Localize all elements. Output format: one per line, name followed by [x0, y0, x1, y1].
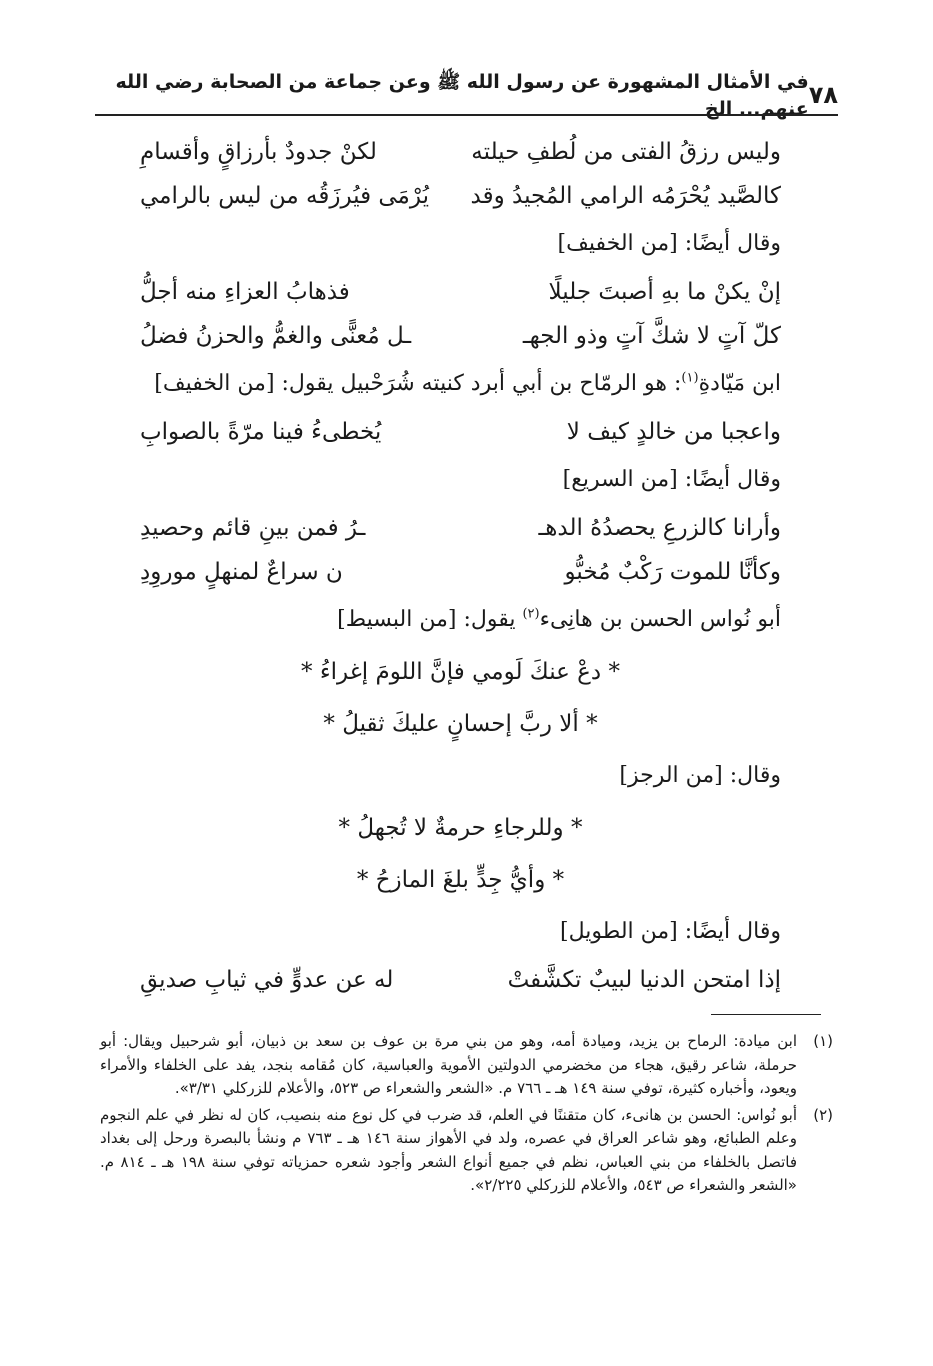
- verse-second-hemistich: ـرُ فمن بينِ قائم وحصيدِ: [140, 515, 366, 541]
- verse-second-hemistich: يُرْمَى فيُرزَقُه من ليس بالرامي: [140, 183, 429, 209]
- header-rule: [95, 114, 838, 116]
- intro-line: [140, 358, 781, 410]
- poet-name: ابن مَيّادةِ: [698, 371, 781, 396]
- intro-line: وقال أيضًا: [من الخفيف]: [557, 231, 781, 256]
- footnotes: [100, 1030, 833, 1201]
- rajaz-line: * ألا ربَّ إحسانٍ عليكَ ثقيلُ *: [323, 711, 598, 737]
- footnote-item: [100, 1104, 833, 1198]
- verse-second-hemistich: ـل مُعنًّى والغمُّ والحزنُ فضلُ: [140, 323, 412, 349]
- rajaz-line: * دعْ عنكَ لَومي فإنَّ اللومَ إغراءُ *: [301, 659, 620, 685]
- verse-line: [140, 174, 781, 218]
- intro-line: [140, 594, 781, 646]
- verse-line: [140, 550, 781, 594]
- running-title: في الأمثال المشهورة عن رسول الله ﷺ وعن جماعة من الصحابة رضي الله عنهم... الخ: [115, 71, 809, 120]
- footnote-item: [100, 1030, 833, 1101]
- verse-second-hemistich: يُخطىءُ فينا مرّةً بالصوابِ: [140, 419, 382, 445]
- page-number: ٧٨: [808, 81, 838, 109]
- footnote-number: (١): [813, 1032, 833, 1050]
- verse-first-hemistich: إذا امتحن الدنيا لبيبٌ تكشَّفتْ: [507, 967, 781, 993]
- intro-line: وقال أيضًا: [من السريع]: [562, 467, 781, 492]
- verse-first-hemistich: واعجبا من خالدٍ كيف لا: [566, 419, 781, 445]
- verse-line: [140, 314, 781, 358]
- footnote-separator: [711, 1014, 821, 1015]
- verse-second-hemistich: لكنْ جدودٌ بأرزاقٍ وأقسامِ: [140, 139, 377, 165]
- footnote-number: (٢): [813, 1105, 833, 1124]
- footnote-text: ابن ميادة: الرماح بن يزيد، وميادة أمه، وهو من بني مرة بن عوف بن سعد بن ذبيان، أبو شرحبيل ويقال: أبو حرملة، شاعر رقيق، هجاء من مخضرمي الدولتين الأموية والعباسية، كان مُقامه بنجد، يفد على الخلفاء والأمراء ويعود، وأخباره كثيرة، توفي سنة ١٤٩ هـ ـ ٧٦٦ م. «الشعر والشعراء ص ٥٢٣، والأعلام للزركلي ٣/٣١».: [100, 1032, 797, 1097]
- verse-second-hemistich: له عن عدوٍّ في ثيابِ صديقِ: [140, 967, 394, 993]
- verse-line: [140, 130, 781, 174]
- verse-second-hemistich: فذهابُ العزاءِ منه أجلُّ: [140, 279, 350, 305]
- page-header: [95, 71, 838, 120]
- intro-text: : هو الرمّاح بن أبي أبرد كنيته شُرَحْبيل يقول: [من الخفيف]: [154, 371, 682, 396]
- verse-first-hemistich: وليس رزقُ الفتى من لُطفِ حيلته: [471, 139, 781, 165]
- intro-line: وقال أيضًا: [من الطويل]: [560, 919, 781, 944]
- intro-line: وقال: [من الرجز]: [619, 763, 781, 788]
- verse-first-hemistich: كالصَّيد يُحْرَمُه الرامي المُجيدُ وقد: [470, 183, 781, 209]
- verse-line: [140, 506, 781, 550]
- verse-second-hemistich: ن سراعٌ لمنهلٍ موروِدِ: [140, 559, 343, 585]
- verse-first-hemistich: إنْ يكنْ ما بهِ أصبتَ جليلًا: [548, 279, 781, 305]
- rajaz-line: * وأيُّ جِدٍّ بلغَ المازحُ *: [356, 867, 565, 893]
- poet-name: أبو نُواس الحسن بن هانِىء: [539, 607, 781, 632]
- footnote-ref[interactable]: (٢): [522, 606, 540, 622]
- main-text: [140, 130, 781, 1002]
- verse-line: [140, 270, 781, 314]
- intro-text: يقول: [من البسيط]: [337, 607, 523, 632]
- footnote-ref[interactable]: (١): [681, 370, 699, 386]
- verse-first-hemistich: وأرانا كالزرعِ يحصدُهُ الدهـ: [538, 515, 781, 541]
- footnote-text: أبو نُواس: الحسن بن هانىء، كان متقننًا في العلم، قد ضرب في كل نوع منه بنصيب، كان له نظر في علم النجوم وعلم الطبائع، وهو شاعر العراق في عصره، ولد في الأهواز سنة ١٤٦ هـ ـ ٧٦٣ م ونشأ بالبصرة ورحل إلى بغداد فاتصل بالخلفاء من بني العباس، نظم في جميع أنواع الشعر وأجود شعره حمزياته توفي سنة ١٩٨ هـ ـ ٨١٤ م. «الشعر والشعراء ص ٥٤٣، والأعلام للزركلي ٢/٢٢٥».: [100, 1105, 797, 1194]
- rajaz-line: * وللرجاءِ حرمةٌ لا تُجهلُ *: [338, 815, 583, 841]
- verse-first-hemistich: وكأنَّا للموت رَكْبٌ مُخبُّو: [564, 559, 781, 585]
- verse-line: [140, 958, 781, 1002]
- verse-first-hemistich: كلّ آتٍ لا شكَّ آتٍ وذو الجهـ: [522, 323, 781, 349]
- verse-line: [140, 410, 781, 454]
